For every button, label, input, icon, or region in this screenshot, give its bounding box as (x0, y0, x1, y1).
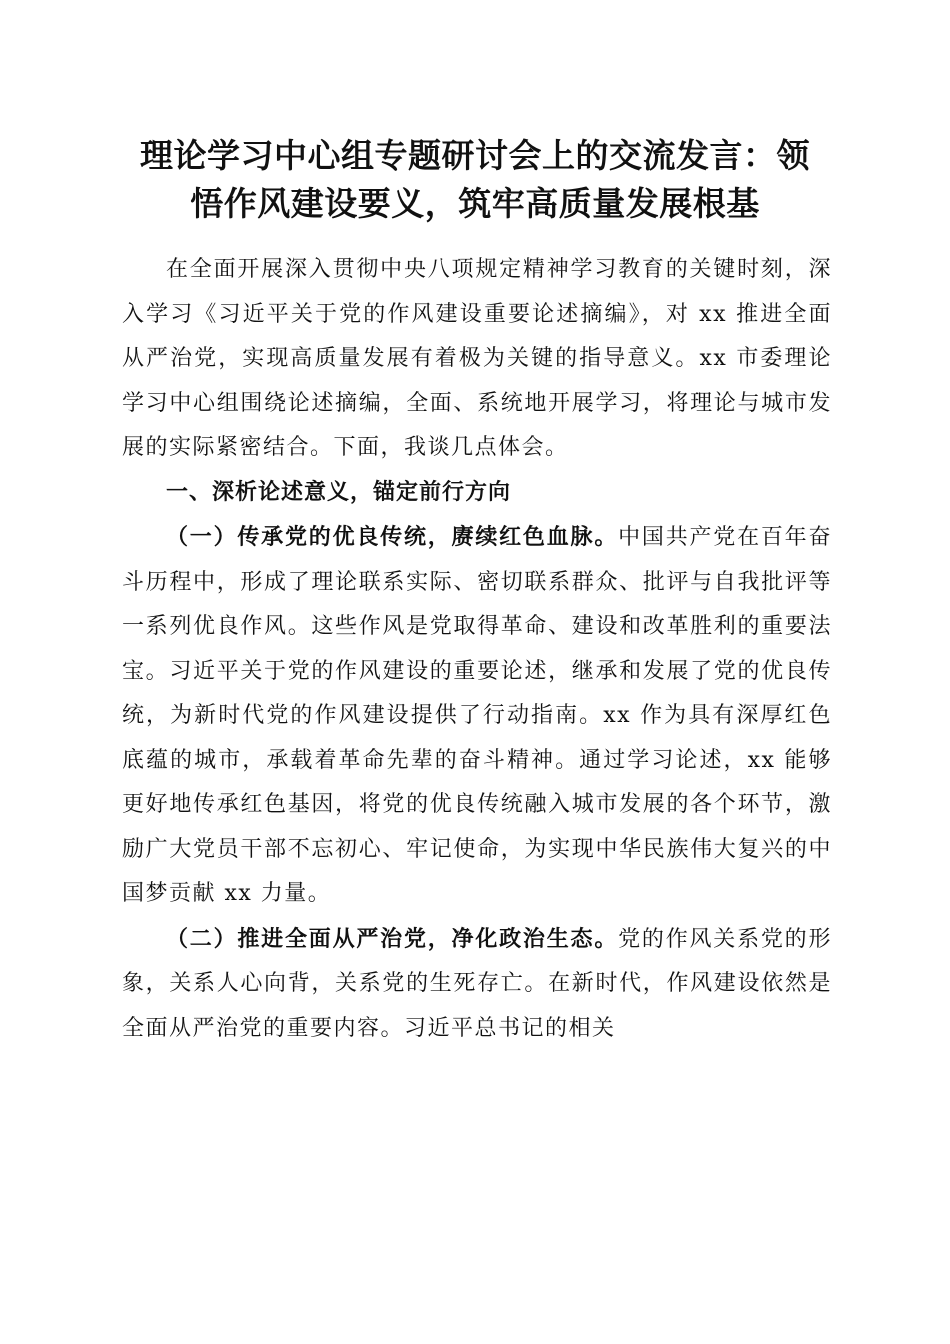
document-title (100, 132, 850, 228)
intro-paragraph: 在全面开展深入贯彻中央八项规定精神学习教育的关键时刻，深入学习《习近平关于党的作风建设重要论述摘编》，对 xx 推进全面从严治党，实现高质量发展有着极为关键的指导意义。xx 市委理论学习中心组围绕论述摘编，全面、系统地开展学习，将理论与城市发展的实际紧密结合。下面，我谈几点体会。 (122, 257, 832, 460)
subsection-2-paragraph (122, 917, 832, 1052)
subsection-2-body: 党的作风关系党的形象，关系人心向背，关系党的生死存亡。在新时代，作风建设依然是全面从严治党的重要内容。习近平总书记的相关 (122, 926, 832, 1041)
title-line-1: 理论学习中心组专题研讨会上的交流发言：领 (140, 136, 810, 175)
section-heading-1: 一、深析论述意义，锚定前行方向 (166, 479, 512, 505)
subsection-1-paragraph (122, 515, 832, 917)
title-line-2: 悟作风建设要义，筑牢高质量发展根基 (190, 184, 760, 223)
subsection-2-lead: （二）推进全面从严治党，净化政治生态。 (166, 925, 619, 952)
subsection-1-body: 中国共产党在百年奋斗历程中，形成了理论联系实际、密切联系群众、批评与自我批评等一系列优良作风。这些作风是党取得革命、建设和改革胜利的重要法宝。习近平关于党的作风建设的重要论述，继承和发展了党的优良传统，为新时代党的作风建设提供了行动指南。xx 作为具有深厚红色底蕴的城市，承载着革命先辈的奋斗精神。通过学习论述，xx 能够更好地传承红色基因，将党的优良传统融入城市发展的各个环节，激励广大党员干部不忘初心、牢记使命，为实现中华民族伟大复兴的中国梦贡献 xx 力量。 (122, 525, 832, 906)
document-body (122, 248, 832, 1051)
subsection-1-lead: （一）传承党的优良传统，赓续红色血脉。 (166, 524, 619, 550)
